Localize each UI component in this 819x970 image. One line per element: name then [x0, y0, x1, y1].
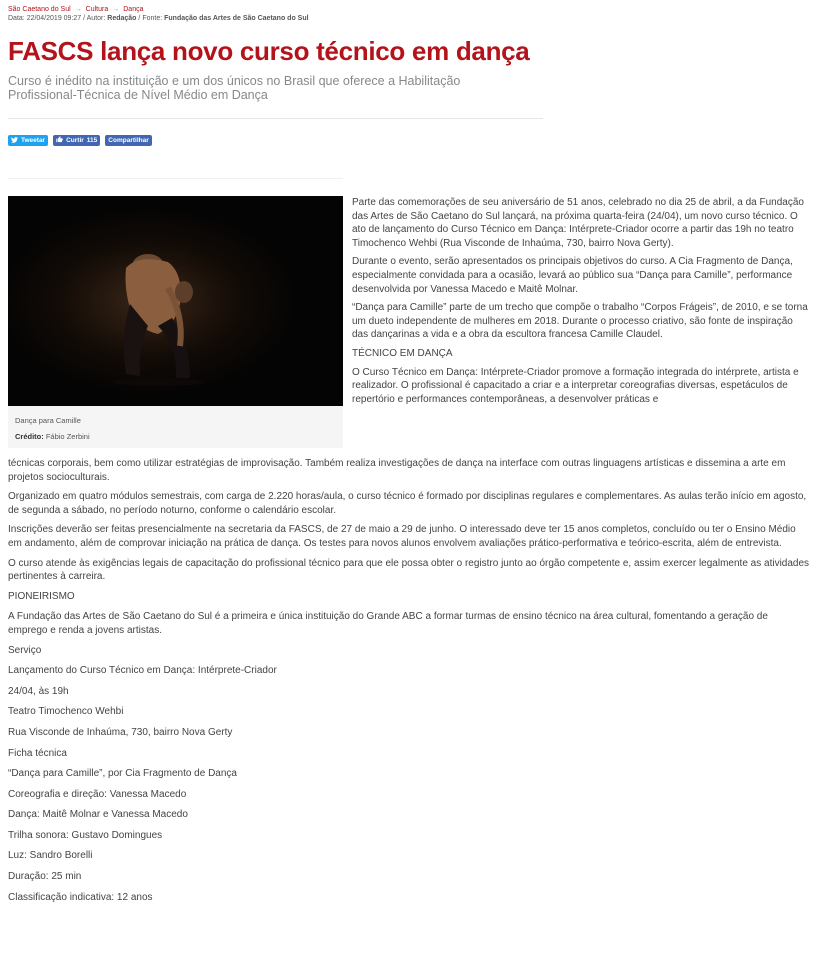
service-line: Luz: Sandro Borelli — [8, 850, 93, 862]
breadcrumb-link-culture[interactable]: Cultura — [85, 6, 109, 13]
service-line: Duração: 25 min — [8, 871, 82, 883]
date-value: 22/04/2019 09:27 — [26, 15, 82, 22]
section-heading: PIONEIRISMO — [8, 590, 75, 602]
photo-caption — [8, 406, 343, 448]
twitter-bird-icon — [11, 137, 18, 145]
credit-label: Crédito: — [15, 432, 44, 441]
author-label: Autor: — [86, 15, 106, 22]
service-line: Coreografia e direção: Vanessa Macedo — [8, 788, 187, 800]
article-photo[interactable] — [8, 196, 343, 406]
tweet-label: Tweetar — [21, 137, 46, 144]
service-line: Teatro Timochenco Wehbi — [8, 706, 124, 718]
breadcrumb-arrow-icon: → — [74, 6, 82, 13]
like-label: Curtir — [66, 137, 84, 144]
breadcrumb-arrow-icon: → — [112, 6, 120, 13]
paragraph: O Curso Técnico em Dança: Intérprete-Criador promove a formação integrada do intérprete, artista e realizador. O profissional é capacitado a criar e a interpretar coreografias diversas, espetáculos de repertório e performances contemporâneas, a desenvolver práticas e — [352, 366, 799, 405]
source-value: Fundação das Artes de São Caetano do Sul — [164, 15, 309, 22]
service-line: Lançamento do Curso Técnico em Dança: Intérprete-Criador — [8, 665, 277, 677]
service-line: Classificação indicativa: 12 anos — [8, 891, 153, 903]
breadcrumb-link-city[interactable]: São Caetano do Sul — [8, 6, 71, 13]
like-count: 115 — [86, 137, 98, 144]
service-line: Serviço — [8, 644, 42, 656]
like-button[interactable] — [53, 135, 100, 146]
share-bar — [8, 135, 152, 146]
paragraph: técnicas corporais, bem como utilizar estratégias de improvisação. Também realiza investigações de dança na interface com outras linguagens artísticas e dissemina a arte em projetos socioculturais. — [8, 458, 786, 483]
article-meta: Data: 22/04/2019 09:27 / Autor: Redação / Fonte: Fundação das Artes de São Caetano do Sul — [8, 15, 309, 22]
thumbs-up-icon — [56, 136, 63, 145]
service-line: Dança: Maitê Molnar e Vanessa Macedo — [8, 809, 188, 821]
page-title: FASCS lança novo curso técnico em dança — [8, 36, 530, 66]
paragraph: Parte das comemorações de seu aniversário de 51 anos, celebrado no dia 25 de abril, a da Fundação das Artes de São Caetano do Sul lançará, na próxima quarta-feira (24/04), um novo curso técnico. O ato de lançamento do Curso Técnico em Dança: Intérprete-Criador ocorre a partir das 19h no teatro Timochenco Wehbi (Rua Visconde de Inhaúma, 730, bairro Nova Gerty). — [352, 197, 804, 249]
paragraph: Durante o evento, serão apresentados os principais objetivos do curso. A Cia Fragmento de Dança, especialmente convidada para a ocasião, levará ao público sua “Dança para Camille”, performance desenvolvida por Vanessa Macedo e Maitê Molnar. — [352, 256, 793, 295]
paragraph: Organizado em quatro módulos semestrais, com carga de 2.220 horas/aula, o curso técnico é formado por disciplinas regulares e complementares. As aulas terão início em agosto, de segunda a sábado, no período noturno, conforme o calendário escolar. — [8, 491, 807, 516]
paragraph: “Dança para Camille” parte de um trecho que compõe o trabalho “Corpos Frágeis”, de 2010, e se torna um dueto independente de mulheres em 2018. Durante o processo criativo, são fonte de inspiração das dançarinas a vida e a obra da escultora francesa Camille Claudel. — [352, 302, 808, 341]
article-body-top — [352, 196, 810, 411]
service-line: Ficha técnica — [8, 747, 67, 759]
source-label: Fonte: — [142, 15, 163, 22]
date-label: Data: — [8, 15, 25, 22]
caption-text: Dança para Camille — [15, 416, 81, 425]
service-line: “Dança para Camille”, por Cia Fragmento de Dança — [8, 768, 237, 780]
section-heading: TÉCNICO EM DANÇA — [352, 347, 453, 359]
paragraph: O curso atende às exigências legais de capacitação do profissional técnico para que ele possa obter o registro junto ao órgão competente e, assim exercer legalmente as atividades pertinentes à carreira. — [8, 557, 810, 583]
article-body — [8, 457, 810, 911]
breadcrumb-link-dance[interactable]: Dança — [123, 6, 144, 13]
service-line: 24/04, às 19h — [8, 685, 69, 697]
divider — [8, 118, 543, 119]
credit-value: Fábio Zerbini — [45, 432, 90, 441]
breadcrumb — [8, 5, 143, 14]
paragraph: A Fundação das Artes de São Caetano do Sul é a primeira e única instituição do Grande ABC a formar turmas de ensino técnico na área cultural, fomentando a geração de emprego e renda a jovens artistas. — [8, 611, 768, 636]
paragraph: Inscrições deverão ser feitas presencialmente na secretaria da FASCS, de 27 de maio a 29 de junho. O interessado deve ter 15 anos completos, concluído ou ter o Ensino Médio em andamento, além de comprovar iniciação na prática de dança. Os testes para novos alunos envolvem avaliações prático-performativa e teórico-escrita, além de entrevista. — [8, 524, 796, 549]
service-line: Rua Visconde de Inhaúma, 730, bairro Nova Gerty — [8, 726, 233, 738]
photo-credit — [15, 432, 90, 441]
share-button[interactable] — [105, 135, 151, 146]
article-subtitle: Curso é inédito na instituição e um dos únicos no Brasil que oferece a Habilitação Profissional-Técnica de Nível Médio em Dança — [8, 74, 461, 102]
share-label: Compartilhar — [108, 137, 149, 144]
divider — [8, 178, 343, 179]
service-line: Trilha sonora: Gustavo Domingues — [8, 829, 163, 841]
author-value: Redação — [107, 15, 137, 22]
tweet-button[interactable] — [8, 135, 48, 146]
